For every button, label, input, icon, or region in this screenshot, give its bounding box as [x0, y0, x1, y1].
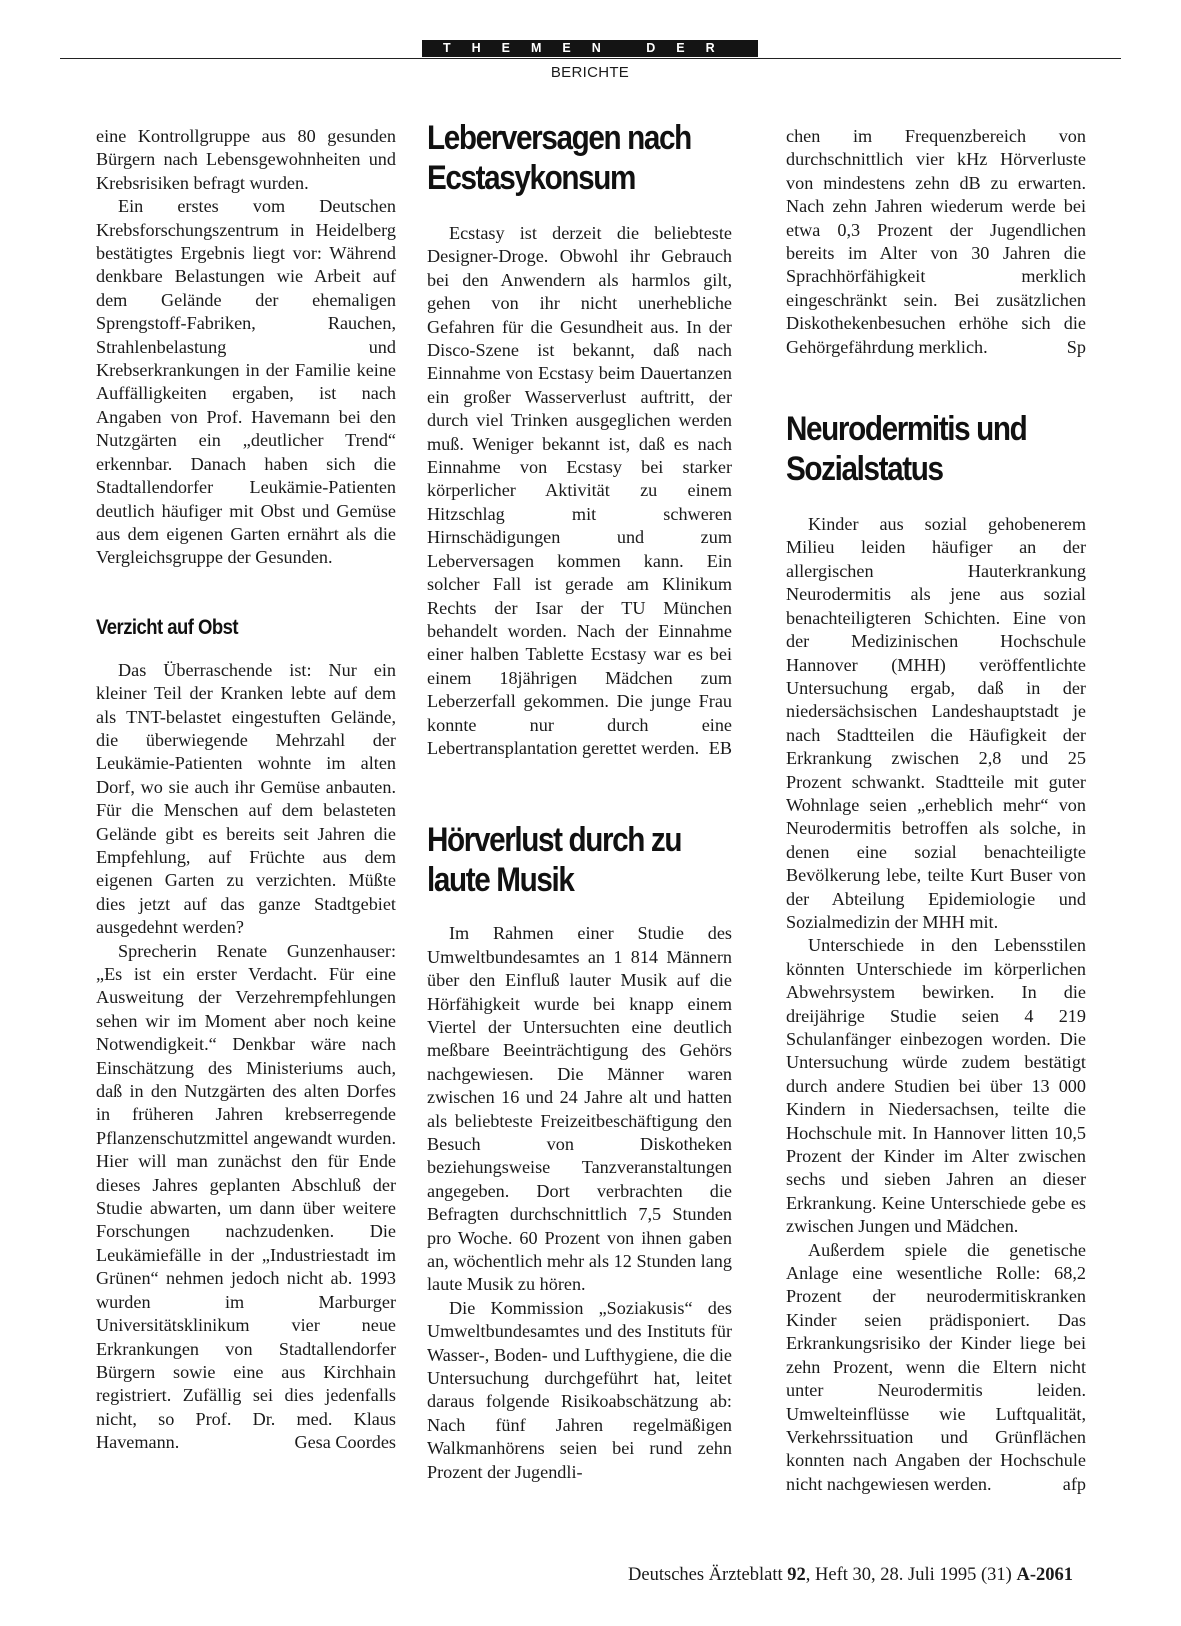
article-headline: Leberversagen nach Ecstasykonsum — [427, 119, 691, 197]
author-signature: Sp — [1066, 336, 1086, 357]
paragraph: eine Kontrollgruppe aus 80 gesunden Bürgern nach Lebensgewohnheiten und Krebsrisiken befragt wurden. — [96, 126, 396, 193]
page-number: A-2061 — [1016, 1565, 1073, 1585]
author-signature: EB — [708, 737, 732, 758]
section-banner: THEMEN DER ZEIT — [422, 40, 758, 57]
paragraph: Unterschiede in den Lebensstilen könnten Unterschiede im körperlichen Abwehrsystem bewirken. In die dreijährige Studie seien 4 219 Schulanfänger einbezogen worden. Die Untersuchung würde zudem bestätigt durch andere Studien bei über 13 000 Kindern in Niedersachsen, teilte die Hochschule mit. In Hannover litten 10,5 Prozent der Kinder im Alter zwischen sechs und sieben Jahren an dieser Erkrankung. Keine Unterschiede gebe es zwischen Jungen und Mädchen. — [786, 935, 1086, 1237]
paragraph: Ecstasy ist derzeit die beliebteste Designer-Droge. Obwohl ihr Gebrauch bei den Anwendern als harmlos gilt, gehen von ihr nicht unerhebliche Gefahren für die Gesundheit aus. In der Disco-Szene ist bekannt, daß nach Einnahme von Ecstasy beim Dauertanzen ein großer Wasserverlust auftritt, der durch viel Trinken ausgeglichen werden muß. Weniger bekannt ist, daß es nach Einnahme von Ecstasy bei starker körperlicher Aktivität zu einem Hitzschlag mit schweren Hirnschädigungen und zum Leberversagen kommen kann. Ein solcher Fall ist gerade am Klinikum Rechts der Isar der TU München behandelt worden. Nach der Einnahme einer halben Tablette Ecstasy war es bei einem 18jährigen Mädchen zum Leberzerfall gekommen. Die junge Frau konnte nur durch eine Lebertransplantation gerettet werden. — [427, 223, 732, 758]
paragraph: Die Kommission „Soziakusis“ des Umweltbundesamtes und des Instituts für Wasser-, Boden- und Lufthygiene, die die Untersuchung durchgeführt hat, leitet daraus folgende Risikoabschätzung ab: Nach fünf Jahren regelmäßigen Walkmanhörens seien bei rund zehn Prozent der Jugendli- — [427, 1297, 732, 1482]
journal-name: Deutsches Ärzteblatt — [628, 1565, 783, 1585]
paragraph: chen im Frequenzbereich von durchschnittlich vier kHz Hörverluste von mindestens zehn dB zu erwarten. Nach zehn Jahren wiederum werde bei etwa 0,3 Prozent der Jugendlichen bereits im Alter von 30 Jahren die Sprachhörfähigkeit merklich eingeschränkt sein. Bei zusätzlichen Diskothekenbesuchen erhöhe sich die Gehörgefährdung merklich. — [786, 126, 1086, 357]
paragraph: Kinder aus sozial gehobenerem Milieu leiden häufiger an der allergischen Hauterkrankung Neurodermitis als jene aus sozial benachteiligteren Schichten. Eine von der Medizinischen Hochschule Hannover (MHH) veröffentlichte Untersuchung ergab, daß in der niedersächsischen Landeshauptstadt je nach Stadtteilen die Häufigkeit der Erkrankung zwischen 2,8 und 25 Prozent schwankt. Stadtteile mit guter Wohnlage seien „erheblich mehr“ von Neurodermitis betroffen als solche, in denen eine sozial benachteiligte Bevölkerung lebe, teilte Kurt Buser von der Abteilung Epidemiologie und Sozialmedizin der MHH mit. — [786, 514, 1086, 932]
volume-number: 92 — [787, 1565, 806, 1585]
author-signature: Gesa Coordes — [294, 1432, 396, 1453]
paragraph: Außerdem spiele die genetische Anlage eine wesentliche Rolle: 68,2 Prozent der neurodermitiskranken Kinder seien prädisponiert. Das Erkrankungsrisiko der Kinder liege bei zehn Prozent, wenn die Eltern nicht unter Neurodermitis leiden. Umwelteinflüsse wie Luftqualität, Verkehrssituation und Grünflächen konnten nach Angaben der Hochschule nicht nachgewiesen werden. — [786, 1239, 1086, 1494]
column-3 — [786, 125, 1086, 1496]
issue-info: , Heft 30, 28. Juli 1995 (31) — [805, 1565, 1012, 1585]
article-headline: Hörverlust durch zu laute Musik — [427, 821, 682, 900]
subsection-label: BERICHTE — [550, 64, 630, 81]
paragraph: Ein erstes vom Deutschen Krebsforschungszentrum in Heidelberg bestätigtes Ergebnis liegt vor: Während denkbare Belastungen wie Arbeit auf dem Gelände der ehemaligen Sprengstoff-Fabriken, Rauchen, Strahlenbelastung und Krebserkrankungen in der Familie keine Auffälligkeiten ergaben, ist nach Angaben von Prof. Havemann bei den Nutzgärten ein „deutlicher Trend“ erkennbar. Danach haben sich die Stadtallendorfer Leukämie-Patienten deutlich häufiger mit Obst und Gemüse aus dem eigenen Garten ernährt als die Vergleichsgruppe der Gesunden. — [96, 196, 396, 568]
subheading: Verzicht auf Obst — [96, 615, 238, 639]
page-footer — [628, 1564, 1073, 1586]
column-2 — [427, 118, 732, 1484]
header-rule — [60, 58, 1121, 59]
article-headline: Neurodermitis und Sozialstatus — [786, 410, 1027, 489]
column-1 — [96, 125, 396, 1455]
paragraph: Im Rahmen einer Studie des Umweltbundesamtes an 1 814 Männern über den Einfluß lauter Musik auf die Hörfähigkeit wurde bei knapp einem Viertel der Untersuchten eine deutlich meßbare Beeinträchtigung des Gehörs nachgewiesen. Die Männer waren zwischen 16 und 24 Jahre alt und hatten als beliebteste Freizeitbeschäftigung den Besuch von Diskotheken beziehungsweise Tanzveranstaltungen angegeben. Dort verbrachten die Befragten durchschnittlich 7,5 Stunden pro Woche. 60 Prozent von ihnen gaben an, wöchentlich mehr als 12 Stunden lang laute Musik zu hören. — [427, 923, 732, 1295]
paragraph: Sprecherin Renate Gunzenhauser: „Es ist ein erster Verdacht. Für eine Ausweitung der Verzehrempfehlungen sehen wir im Moment aber noch keine Notwendigkeit.“ Denkbar wäre nach Einschätzung des Ministeriums auch, daß in den Nutzgärten des alten Dorfes in früheren Jahren krebserregende Pflanzenschutzmittel angewandt wurden. Hier will man zunächst den für Ende dieses Jahres geplanten Abschluß der Studie abwarten, um dann über weitere Forschungen nachzudenken. Die Leukämiefälle in der „Industriestadt im Grünen“ nehmen jedoch nicht ab. 1993 wurden im Marburger Universitätsklinikum vier neue Erkrankungen von Stadtallendorfer Bürgern sowie eine aus Kirchhain registriert. Zufällig sei dies jedenfalls nicht, so Prof. Dr. med. Klaus Havemann. — [96, 940, 396, 1453]
paragraph: Das Überraschende ist: Nur ein kleiner Teil der Kranken lebte auf dem als TNT-belastet eingestuften Gelände, die überwiegende Mehrzahl der Leukämie-Patienten wohnte im alten Dorf, wo sie auch ihr Gemüse anbauten. Für die Menschen auf dem belasteten Gelände gibt es bereits seit Jahren die Empfehlung, auf Früchte aus dem eigenen Garten zu verzichten. Müßte dies jetzt auf das ganze Stadtgebiet ausgedehnt werden? — [96, 659, 396, 938]
author-signature: afp — [1062, 1473, 1086, 1494]
